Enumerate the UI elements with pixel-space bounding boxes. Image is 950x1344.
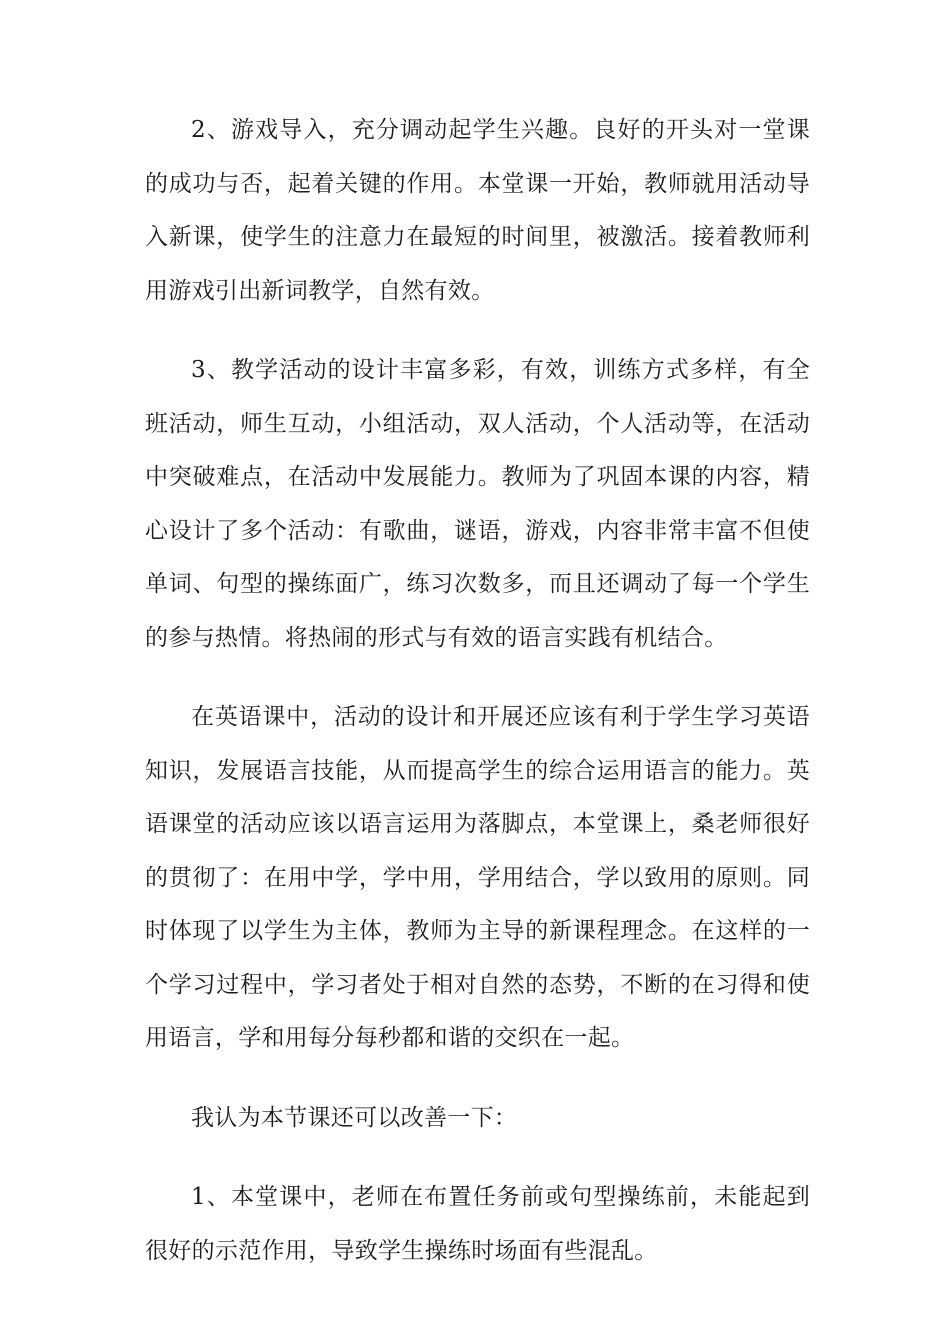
paragraph-game-intro: 2、游戏导入，充分调动起学生兴趣。良好的开头对一堂课的成功与否，起着关键的作用。本堂课一开始，教师就用活动导入新课，使学生的注意力在最短的时间里，被激活。接着教师利用游戏引出新词教学，自然有效。 [145, 117, 810, 304]
paragraph-english-class-activities: 在英语课中，活动的设计和开展还应该有利于学生学习英语知识，发展语言技能，从而提高学生的综合运用语言的能力。英语课堂的活动应该以语言运用为落脚点，本堂课上，桑老师很好的贯彻了：在用中学，学中用，学用结合，学以致用的原则。同时体现了以学生为主体，教师为主导的新课程理念。在这样的一个学习过程中，学习者处于相对自然的态势，不断的在习得和使用语言，学和用每分每秒都和谐的交织在一起。 [145, 704, 810, 1051]
document-body [145, 104, 810, 1304]
paragraph-improvement-intro: 我认为本节课还可以改善一下： [191, 1104, 518, 1131]
paragraph-activity-design: 3、教学活动的设计丰富多彩，有效，训练方式多样，有全班活动，师生互动，小组活动，双人活动，个人活动等，在活动中突破难点，在活动中发展能力。教师为了巩固本课的内容，精心设计了多个活动：有歌曲，谜语，游戏，内容非常丰富不但使单词、句型的操练面广，练习次数多，而且还调动了每一个学生的参与热情。将热闹的形式与有效的语言实践有机结合。 [145, 357, 810, 651]
paragraph-improvement-1: 1、本堂课中，老师在布置任务前或句型操练前，未能起到很好的示范作用，导致学生操练时场面有些混乱。 [145, 1184, 810, 1264]
